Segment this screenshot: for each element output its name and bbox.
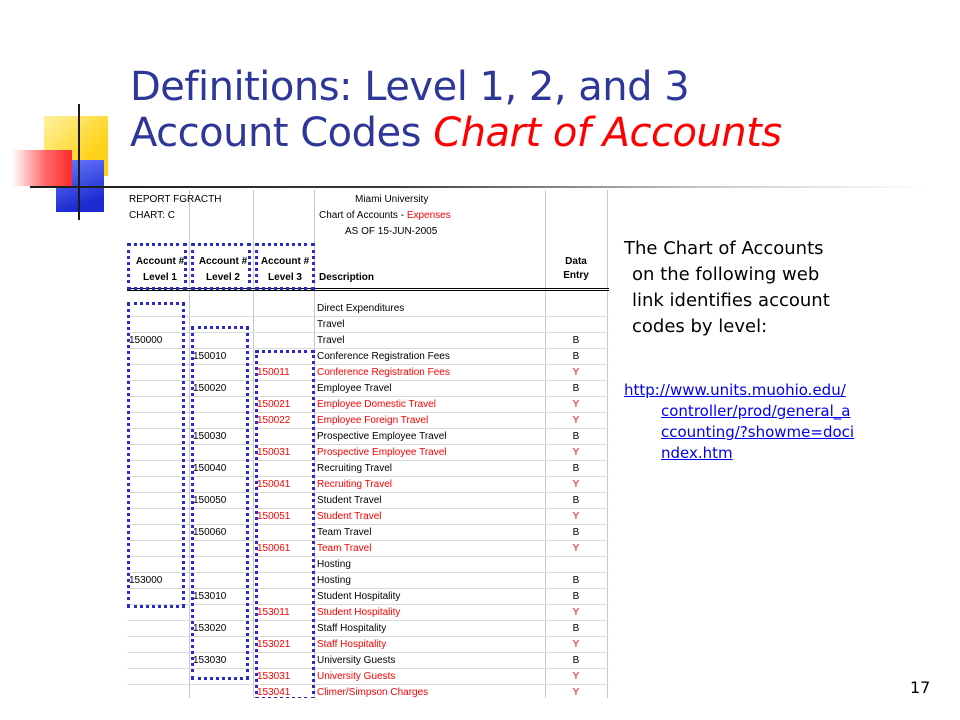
- col-data-bottom: Entry: [563, 270, 589, 281]
- decorative-red-bar: [12, 150, 72, 186]
- level2-code: 153020: [193, 623, 227, 634]
- level3-code: 150061: [257, 543, 291, 554]
- chart-code: CHART: C: [129, 210, 175, 221]
- data-entry-cell: Y: [572, 415, 580, 426]
- col-level2-bottom: Level 2: [206, 272, 240, 283]
- description-text: [624, 236, 944, 340]
- highlight-level2-header: [191, 243, 251, 290]
- description-cell: Team Travel: [317, 527, 372, 538]
- level3-code: 150011: [257, 367, 290, 378]
- level3-code: 153011: [257, 607, 290, 618]
- description-cell: Prospective Employee Travel: [317, 447, 447, 458]
- report-id: REPORT FGRACTH: [129, 194, 222, 205]
- level2-code: 150030: [193, 431, 227, 442]
- col-level1-bottom: Level 1: [143, 272, 177, 283]
- col-description: Description: [319, 272, 375, 283]
- data-entry-cell: Y: [572, 399, 580, 410]
- data-entry-cell: B: [572, 623, 580, 634]
- data-entry-cell: B: [572, 575, 580, 586]
- col-level3-top: Account #: [260, 256, 310, 267]
- description-line: link identifies account: [632, 290, 830, 311]
- data-entry-cell: Y: [572, 447, 580, 458]
- level3-code: 150041: [257, 479, 291, 490]
- data-entry-cell: Y: [572, 543, 580, 554]
- description-cell: Employee Travel: [317, 383, 392, 394]
- slide-title: [130, 64, 930, 156]
- description-line: on the following web: [632, 264, 820, 285]
- level3-code: 153041: [257, 687, 291, 698]
- description-cell: Student Hospitality: [317, 591, 401, 602]
- col-level3-bottom: Level 3: [268, 272, 302, 283]
- title-line-2: [130, 110, 930, 156]
- title-underline: [30, 186, 930, 188]
- data-entry-cell: B: [572, 655, 580, 666]
- chart-title-text: Chart of Accounts -: [319, 210, 407, 221]
- level2-code: 150010: [193, 351, 227, 362]
- data-entry-cell: B: [572, 495, 580, 506]
- title-line-1: Definitions: Level 1, 2, and 3: [130, 64, 690, 110]
- description-cell: Climer/Simpson Charges: [317, 687, 429, 698]
- col-data-top: Data: [565, 256, 587, 267]
- description-cell: Student Travel: [317, 495, 382, 506]
- data-entry-cell: Y: [572, 367, 580, 378]
- data-entry-cell: B: [572, 335, 580, 346]
- decorative-vertical-line: [78, 104, 80, 220]
- report-header-line-2: [127, 208, 609, 224]
- level2-code: 153030: [193, 655, 227, 666]
- description-cell: Student Hospitality: [317, 607, 401, 618]
- description-cell: Hosting: [317, 559, 351, 570]
- description-line: codes by level:: [632, 316, 768, 337]
- description-cell: Recruiting Travel: [317, 479, 393, 490]
- highlight-level3-header: [255, 243, 315, 290]
- title-line-2-text: Account Codes: [130, 110, 434, 156]
- level2-code: 150040: [193, 463, 227, 474]
- highlight-level1-codes: [127, 302, 185, 608]
- data-entry-cell: B: [572, 463, 580, 474]
- data-entry-cell: Y: [572, 639, 580, 650]
- description-cell: Prospective Employee Travel: [317, 431, 447, 442]
- data-entry-cell: B: [572, 351, 580, 362]
- title-accent: Chart of Accounts: [433, 110, 782, 156]
- data-entry-cell: B: [572, 591, 580, 602]
- description-line: The Chart of Accounts: [624, 238, 824, 259]
- data-entry-cell: B: [572, 383, 580, 394]
- highlight-level2-codes: [191, 326, 249, 680]
- data-entry-cell: B: [572, 527, 580, 538]
- chart-title-accent: Expenses: [406, 210, 451, 221]
- level2-code: 153010: [193, 591, 227, 602]
- level2-code: 150060: [193, 527, 227, 538]
- level3-code: 150021: [257, 399, 291, 410]
- description-cell: Conference Registration Fees: [317, 367, 450, 378]
- data-entry-cell: Y: [572, 479, 580, 490]
- level2-code: 150020: [193, 383, 227, 394]
- description-cell: Student Travel: [317, 511, 382, 522]
- data-entry-cell: Y: [572, 511, 580, 522]
- university-name: Miami University: [355, 194, 429, 205]
- col-level1-top: Account #: [135, 256, 185, 267]
- data-entry-cell: Y: [572, 687, 580, 698]
- level1-code: 153000: [129, 575, 163, 586]
- level3-code: 153031: [257, 671, 291, 682]
- description-cell: University Guests: [317, 671, 396, 682]
- link-line[interactable]: http://www.units.muohio.edu/: [624, 381, 846, 399]
- chart-title: [319, 208, 451, 224]
- chart-of-accounts-report: [127, 190, 609, 698]
- as-of-date: AS OF 15-JUN-2005: [345, 226, 438, 237]
- description-cell: Employee Domestic Travel: [317, 399, 436, 410]
- description-cell: Recruiting Travel: [317, 463, 393, 474]
- data-entry-cell: B: [572, 431, 580, 442]
- description-cell: Team Travel: [317, 543, 372, 554]
- link-line[interactable]: ndex.htm: [661, 444, 733, 462]
- table-row: [127, 685, 609, 698]
- report-header-line-3: [127, 224, 609, 240]
- description-cell: Travel: [317, 335, 345, 346]
- highlight-level3-codes: [255, 350, 315, 698]
- report-header-line-1: [127, 192, 609, 208]
- chart-of-accounts-link[interactable]: [624, 380, 924, 464]
- level3-code: 150022: [257, 415, 291, 426]
- description-cell: Employee Foreign Travel: [317, 415, 429, 426]
- description-cell: Travel: [317, 319, 345, 330]
- level3-code: 153021: [257, 639, 291, 650]
- description-cell: University Guests: [317, 655, 396, 666]
- page-number: 17: [910, 678, 931, 697]
- level3-code: 150031: [257, 447, 291, 458]
- level2-code: 150050: [193, 495, 227, 506]
- description-cell: Conference Registration Fees: [317, 351, 450, 362]
- data-entry-cell: Y: [572, 607, 580, 618]
- table-row: [127, 301, 609, 317]
- description-cell: Staff Hospitality: [317, 639, 387, 650]
- description-cell: Direct Expenditures: [317, 303, 405, 314]
- col-level2-top: Account #: [198, 256, 248, 267]
- data-entry-cell: Y: [572, 671, 580, 682]
- link-line[interactable]: ccounting/?showme=doci: [661, 423, 855, 441]
- description-cell: Staff Hospitality: [317, 623, 387, 634]
- level1-code: 150000: [129, 335, 163, 346]
- level3-code: 150051: [257, 511, 291, 522]
- highlight-level1-header: [127, 243, 187, 290]
- link-line[interactable]: controller/prod/general_a: [661, 402, 851, 420]
- description-cell: Hosting: [317, 575, 351, 586]
